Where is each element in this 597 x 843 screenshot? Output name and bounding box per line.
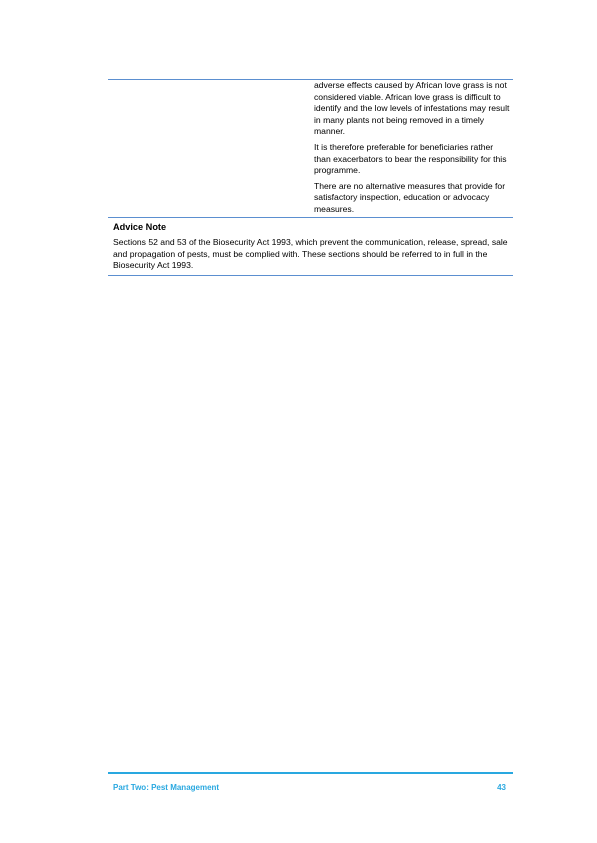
table-right-cell [314,80,510,220]
footer-section-title: Part Two: Pest Management [113,783,220,792]
advice-note-title: Advice Note [113,222,167,232]
footer-page-number: 43 [497,783,506,792]
table-bottom-rule [108,275,513,276]
table-paragraph-1: adverse effects caused by African love grass is not considered viable. African love grass is difficult to identify and the low levels of infestations may result in many plants not being removed in a timely manner. [314,80,510,137]
advice-note-section [113,221,511,272]
table-divider-rule [108,217,513,218]
table-paragraph-3: There are no alternative measures that provide for satisfactory inspection, education or advocacy measures. [314,180,506,214]
advice-note-body: Sections 52 and 53 of the Biosecurity Act 1993, which prevent the communication, release, spread, sale and propagation of pests, must be complied with. These sections should be referred to in full in the Biosecurity Act 1993. [113,237,508,271]
footer-rule [108,772,513,774]
table-paragraph-2: It is therefore preferable for beneficiaries rather than exacerbators to bear the responsibility for this programme. [314,141,507,176]
